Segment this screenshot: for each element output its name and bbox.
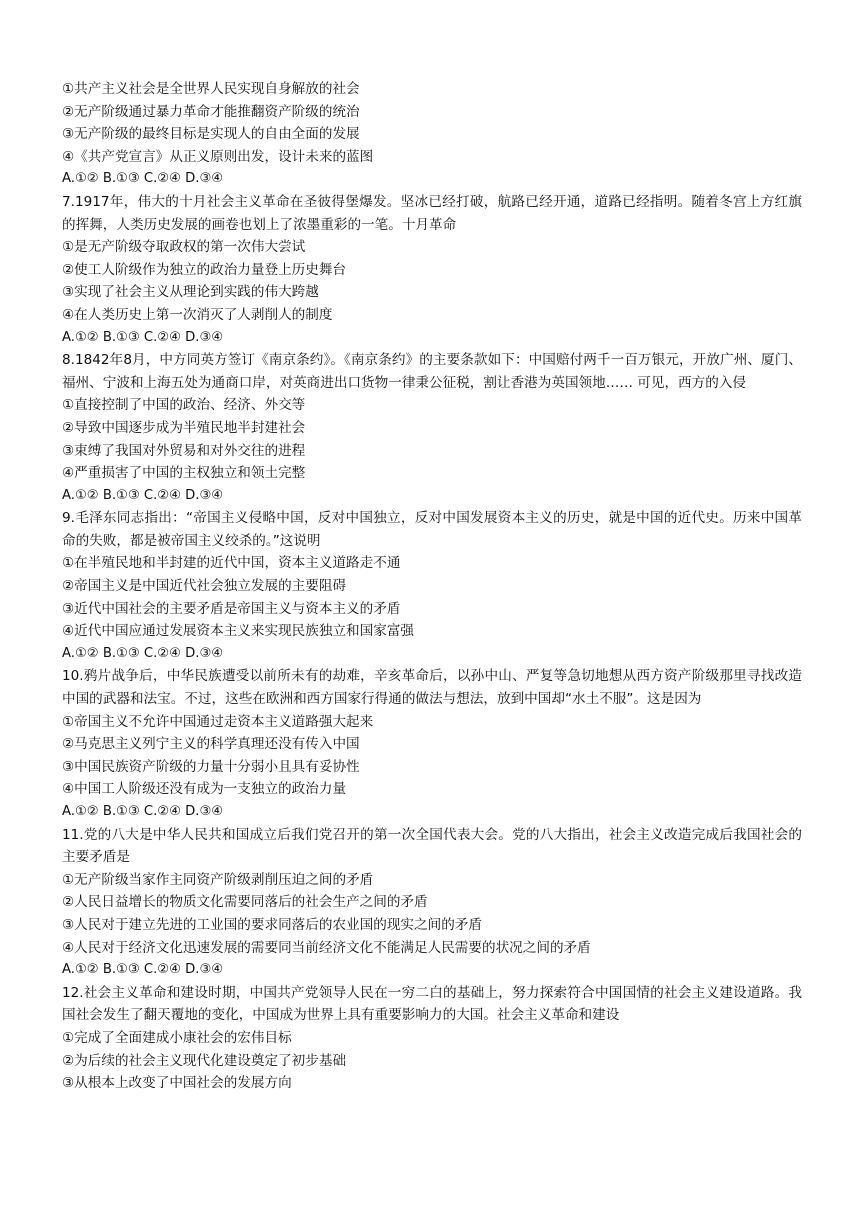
question-8 bbox=[62, 349, 802, 507]
option: ②人民日益增长的物质文化需要同落后的社会生产之间的矛盾 bbox=[62, 894, 428, 911]
question-7 bbox=[62, 191, 802, 349]
option: ①在半殖民地和半封建的近代中国，资本主义道路走不通 bbox=[62, 555, 401, 572]
question-6-continuation bbox=[62, 78, 802, 191]
question-11 bbox=[62, 824, 802, 982]
option: ①共产主义社会是全世界人民实现自身解放的社会 bbox=[62, 81, 360, 97]
option: ①是无产阶级夺取政权的第一次伟大尝试 bbox=[62, 239, 306, 256]
option: ②为后续的社会主义现代化建设奠定了初步基础 bbox=[62, 1052, 347, 1069]
question-12 bbox=[62, 982, 802, 1095]
option: ③束缚了我国对外贸易和对外交往的进程 bbox=[62, 442, 306, 459]
answer-choices: A.①② B.①③ C.②④ D.③④ bbox=[62, 645, 224, 661]
option: ①完成了全面建成小康社会的宏伟目标 bbox=[62, 1029, 292, 1046]
option: ②导致中国逐步成为半殖民地半封建社会 bbox=[62, 419, 306, 436]
option: ②无产阶级通过暴力革命才能推翻资产阶级的统治 bbox=[62, 103, 360, 120]
question-9 bbox=[62, 507, 802, 665]
option: ③中国民族资产阶级的力量十分弱小且具有妥协性 bbox=[62, 758, 360, 775]
option: ①无产阶级当家作主同资产阶级剥削压迫之间的矛盾 bbox=[62, 871, 374, 888]
question-stem: 12.社会主义革命和建设时期，中国共产党领导人民在一穷二白的基础上，努力探索符合中国国情的社会主义建设道路。我国社会发生了翻天覆地的变化，中国成为世界上具有重要影响力的大国。社会主义革命和建设 bbox=[62, 984, 802, 1024]
question-stem: 8.1842年8月，中方同英方签订《南京条约》。《南京条约》的主要条款如下：中国赔付两千一百万银元，开放广州、厦门、福州、宁波和上海五处为通商口岸，对英商进出口货物一律秉公征税，割让香港为英国领地…… 可见，西方的入侵 bbox=[62, 352, 802, 391]
option: ③人民对于建立先进的工业国的要求同落后的农业国的现实之间的矛盾 bbox=[62, 916, 482, 933]
option: ①直接控制了中国的政治、经济、外交等 bbox=[62, 397, 306, 414]
question-stem: 9.毛泽东同志指出：“帝国主义侵略中国，反对中国独立，反对中国发展资本主义的历史，就是中国的近代史。历来中国革命的失败，都是被帝国主义绞杀的。”这说明 bbox=[62, 510, 802, 549]
question-stem: 7.1917年，伟大的十月社会主义革命在圣彼得堡爆发。坚冰已经打破，航路已经开通，道路已经指明。随着冬宫上方红旗的挥舞，人类历史发展的画卷也划上了浓墨重彩的一笔。十月革命 bbox=[62, 193, 802, 233]
option: ①帝国主义不允许中国通过走资本主义道路强大起来 bbox=[62, 713, 374, 730]
answer-choices: A.①② B.①③ C.②④ D.③④ bbox=[62, 804, 224, 819]
option: ④在人类历史上第一次消灭了人剥削人的制度 bbox=[62, 306, 333, 323]
answer-choices: A.①② B.①③ C.②④ D.③④ bbox=[62, 487, 224, 503]
answer-choices: A.①② B.①③ C.②④ D.③④ bbox=[62, 329, 224, 345]
option: ②帝国主义是中国近代社会独立发展的主要阻碍 bbox=[62, 578, 347, 595]
option: ③近代中国社会的主要矛盾是帝国主义与资本主义的矛盾 bbox=[62, 600, 401, 617]
option: ③从根本上改变了中国社会的发展方向 bbox=[62, 1075, 292, 1092]
question-10 bbox=[62, 665, 802, 823]
option: ③实现了社会主义从理论到实践的伟大跨越 bbox=[62, 284, 319, 301]
option: ④人民对于经济文化迅速发展的需要同当前经济文化不能满足人民需要的状况之间的矛盾 bbox=[62, 939, 591, 956]
option: ④严重损害了中国的主权独立和领土完整 bbox=[62, 465, 306, 482]
option: ④中国工人阶级还没有成为一支独立的政治力量 bbox=[62, 781, 347, 798]
option: ②马克思主义列宁主义的科学真理还没有传入中国 bbox=[62, 736, 360, 753]
option: ④《共产党宣言》从正义原则出发，设计未来的蓝图 bbox=[62, 148, 374, 165]
answer-choices: A.①② B.①③ C.②④ D.③④ bbox=[62, 171, 224, 187]
question-stem: 11.党的八大是中华人民共和国成立后我们党召开的第一次全国代表大会。党的八大指出，社会主义改造完成后我国社会的主要矛盾是 bbox=[62, 826, 802, 866]
question-stem: 10.鸦片战争后，中华民族遭受以前所未有的劫难，辛亥革命后，以孙中山、严复等急切地想从西方资产阶级那里寻找改造中国的武器和法宝。不过，这些在欧洲和西方国家行得通的做法与想法，放到中国却“水土不服”。这是因为 bbox=[62, 668, 802, 708]
answer-choices: A.①② B.①③ C.②④ D.③④ bbox=[62, 962, 224, 978]
option: ③无产阶级的最终目标是实现人的自由全面的发展 bbox=[62, 126, 360, 143]
option: ②使工人阶级作为独立的政治力量登上历史舞台 bbox=[62, 261, 347, 278]
option: ④近代中国应通过发展资本主义来实现民族独立和国家富强 bbox=[62, 623, 415, 640]
